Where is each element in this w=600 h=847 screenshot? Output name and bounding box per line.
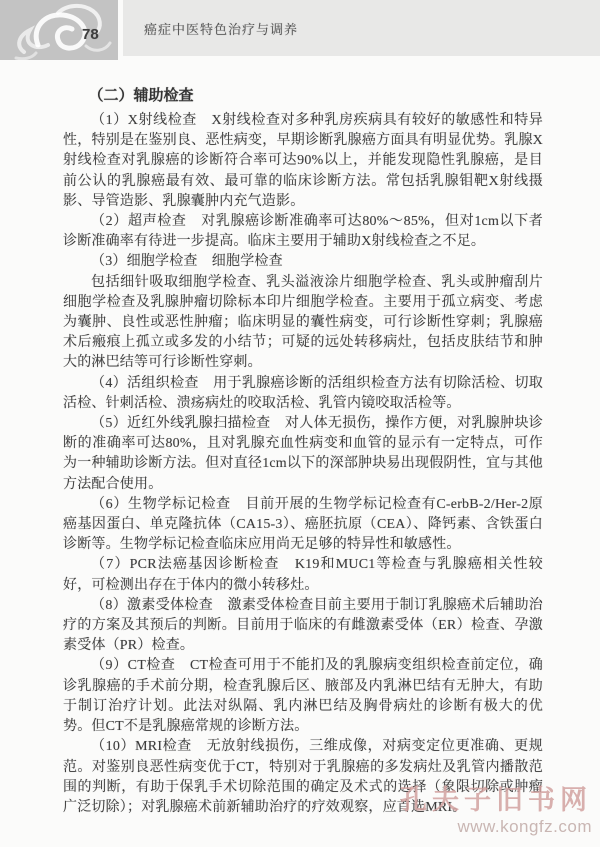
body-paragraph: （10）MRI检查 无放射线损伤，三维成像，对病变定位更准确、更规范。对鉴别良恶性病变优于CT，特别对于乳腺癌的多发病灶及乳管内播散范围的判断，有助于保乳手术切除范围的确定及术式的选择（象限切除或肿瘤广泛切除）；对乳腺癌术前新辅助治疗的疗效观察，应首选MRI。 [63, 739, 543, 815]
body-paragraph: （5）近红外线乳腺扫描检查 对人体无损伤，操作方便，对乳腺肿块诊断的准确率可达80%，且对乳腺充血性病变和血管的显示有一定特点，可作为一种辅助诊断方法。但对直径1cm以下的深部肿块易出现假阴性，宜与其他方法配合使用。 [63, 416, 543, 492]
page-body [0, 62, 600, 818]
page-number-block [0, 0, 118, 60]
bookseller-watermark [400, 786, 592, 836]
body-paragraph: （1）X射线检查 X射线检查对多种乳房疾病具有较好的敏感性和特异性，特别是在鉴别良、恶性病变，早期诊断乳腺癌方面具有明显优势。乳腺X射线检查对乳腺癌的诊断符合率可达90%以上，并能发现隐性乳腺癌，是目前公认的乳腺癌最有效、最可靠的临床诊断方法。常包括乳腺钼靶X射线摄影、导管造影、乳腺囊肿内充气造影。 [63, 113, 543, 209]
body-paragraph: （4）活组织检查 用于乳腺癌诊断的活组织检查方法有切除活检、切取活检、针刺活检、溃疡病灶的咬取活检、乳管内镜咬取活检等。 [63, 375, 543, 411]
page-number: 78 [82, 26, 99, 43]
body-paragraph: 包括细针吸取细胞学检查、乳头溢液涂片细胞学检查、乳头或肿瘤刮片细胞学检查及乳腺肿瘤切除标本印片细胞学检查。主要用于孤立病变、考虑为囊肿、良性或恶性肿瘤；临床明显的囊性病变，可行诊断性穿刺；乳腺癌术后瘢痕上孤立或多发的小结节；可疑的远处转移病灶，包括皮肤结节和肿大的淋巴结等可行诊断性穿刺。 [63, 274, 543, 371]
body-paragraph: （8）激素受体检查 激素受体检查目前主要用于制订乳腺癌术后辅助治疗的方案及其预后的判断。目前用于临床的有雌激素受体（ER）检查、孕激素受体（PR）检查。 [63, 597, 543, 654]
running-title-bar [123, 0, 600, 56]
watermark-site-name: 孔夫子旧书网 [400, 785, 592, 815]
section-heading: （二）辅助检查 [88, 87, 194, 104]
page-header [0, 0, 600, 62]
watermark-site-url: www.kongfz.com [457, 816, 592, 836]
flourish-ornament-icon [0, 0, 118, 60]
book-title: 癌症中医特色治疗与调养 [144, 21, 299, 37]
body-paragraph: （7）PCR法癌基因诊断检查 K19和MUC1等检查与乳腺癌相关性较好，可检测出存在于体内的微小转移灶。 [63, 557, 543, 593]
body-paragraph: （9）CT检查 CT检查可用于不能扪及的乳腺病变组织检查前定位，确诊乳腺癌的手术前分期，检查乳腺后区、腋部及内乳淋巴结有无肿大，有助于制订治疗计划。此法对纵隔、乳内淋巴结及胸骨病灶的诊断有极大的优势。但CT不是乳腺癌常规的诊断方法。 [63, 658, 543, 735]
body-paragraph: （2）超声检查 对乳腺癌诊断准确率可达80%～85%，但对1cm以下者诊断准确率有待进一步提高。临床主要用于辅助X射线检查之不足。 [63, 214, 543, 250]
body-paragraph: （3）细胞学检查 细胞学检查 [91, 254, 283, 270]
body-paragraph: （6）生物学标记检查 目前开展的生物学标记检查有C-erbB-2/Her-2原癌基因蛋白、单克隆抗体（CA15-3）、癌胚抗原（CEA）、降钙素、含铁蛋白诊断等。生物学标记检查临床应用尚无足够的特异性和敏感性。 [63, 496, 543, 553]
